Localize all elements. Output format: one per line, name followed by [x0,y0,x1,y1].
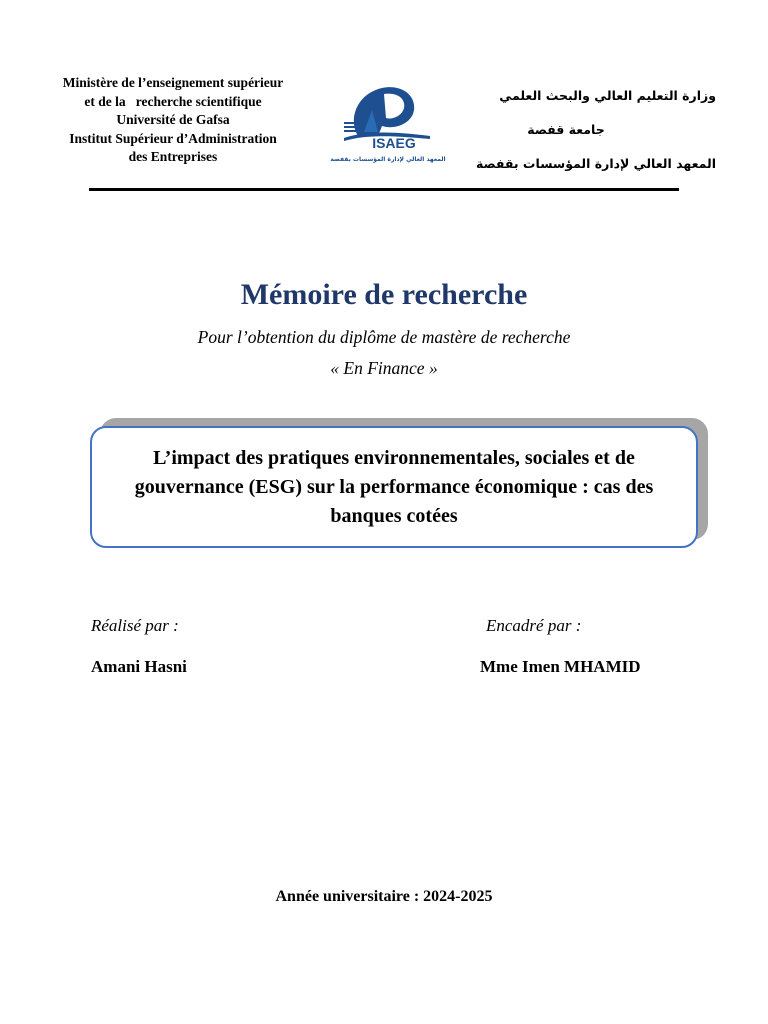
thesis-title-box [90,426,698,548]
academic-year: Année universitaire : 2024-2025 [275,888,493,905]
institute-line-1: Institut Supérieur d’Administration [69,130,277,146]
logo-text: ISAEG [372,135,416,151]
header-right-institution [456,88,716,190]
university-name: Université de Gafsa [116,112,230,127]
document-specialty: « En Finance » [330,358,438,378]
supervisor-label: Encadré par : [486,616,582,635]
institute-arabic: المعهد العالي لإدارة المؤسسات بقفصة [476,156,716,171]
isaeg-logo [330,80,446,166]
ministry-line-2: et de la recherche scientifique [84,93,262,109]
isaeg-logo-icon [330,80,446,166]
thesis-title: L’impact des pratiques environnementales, sociales et de gouvernance (ESG) sur la performance économique : cas des banques cotées [134,446,654,527]
header-left-institution [40,74,306,167]
ministry-arabic: وزارة التعليم العالي والبحث العلمي [499,88,716,103]
ministry-line-1: Ministère de l’enseignement supérieur [62,75,284,90]
author-label: Réalisé par : [91,616,179,635]
document-subtitle: Pour l’obtention du diplôme de mastère de recherche [197,327,571,347]
institute-line-2: des Entreprises [128,149,218,164]
supervisor-name: Mme Imen MHAMID [480,657,641,676]
document-title: Mémoire de recherche [240,278,528,311]
author-name: Amani Hasni [91,657,187,676]
logo-subtext: المعهد العالي لإدارة المؤسسات بقفصة [330,156,446,163]
university-arabic: جامعة قفصة [527,122,605,137]
header-divider [89,188,679,191]
